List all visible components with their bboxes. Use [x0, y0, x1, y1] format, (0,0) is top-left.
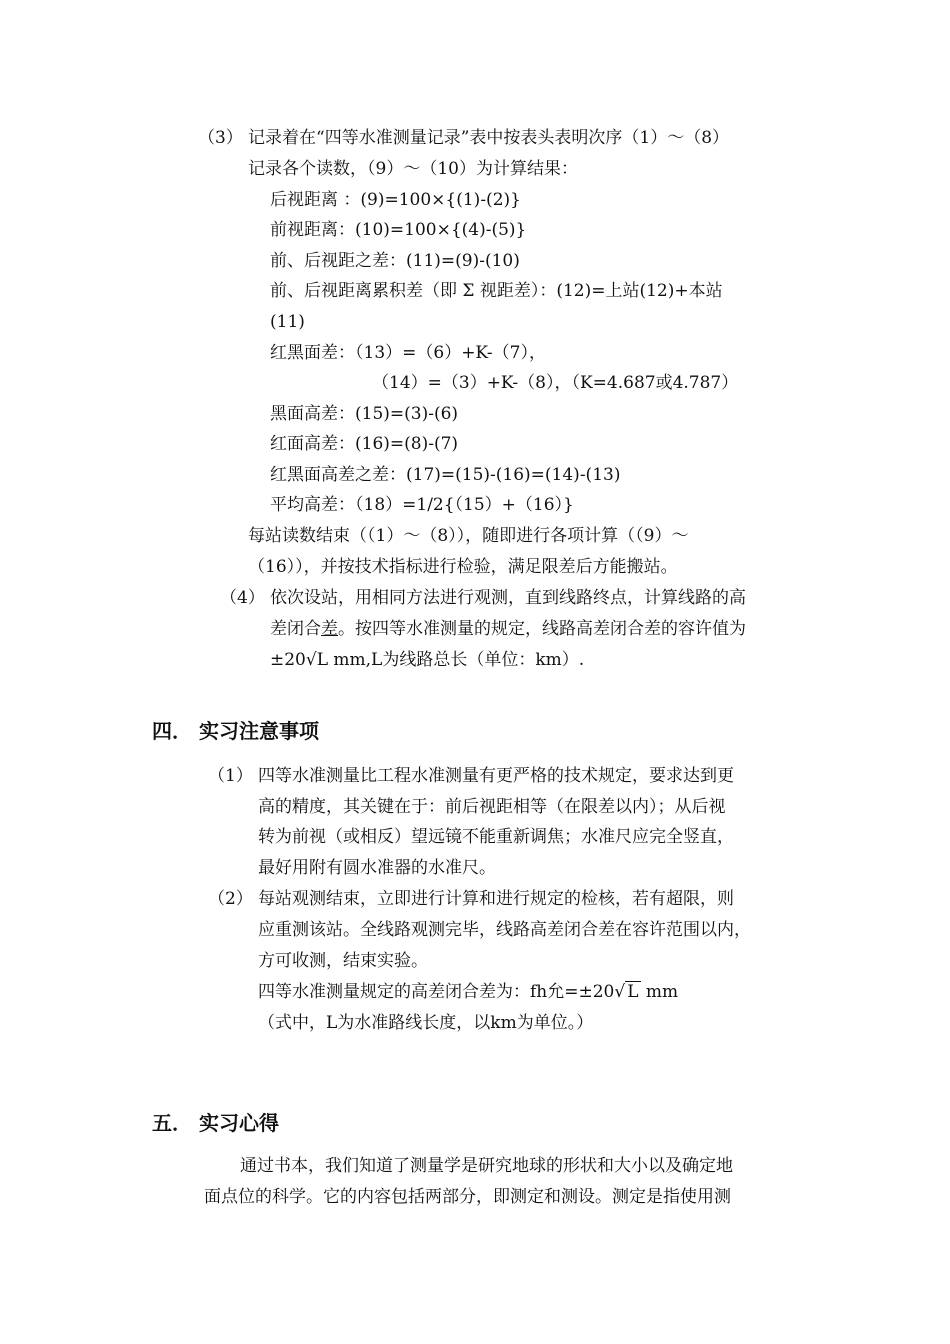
item-4-number: （4） — [220, 588, 265, 608]
precaution-2-line-4 — [258, 981, 678, 1003]
item-3-conclusion-line-1: 每站读数结束（（1）～（8）），随即进行各项计算（（9）～ — [248, 526, 689, 546]
precaution-1-line-4: 最好用附有圆水准器的水准尺。 — [258, 858, 496, 878]
closure-formula-unit: mm — [640, 982, 679, 1002]
square-root-symbol — [614, 981, 640, 1003]
item-4-line-2-end: 。按四等水准测量的规定，线路高差闭合差的容许值为 — [338, 619, 746, 639]
precaution-2-line-5: （式中，L为水准路线长度，以km为单位。） — [258, 1013, 594, 1033]
section-heading-precautions: 四． 实习注意事项 — [152, 719, 319, 743]
radical-sign: √ — [614, 982, 626, 1002]
underlined-word: 差 — [321, 619, 338, 639]
precaution-2-line-3: 方可收测，结束实验。 — [258, 951, 428, 971]
formula-cumulative-difference: 前、后视距离累积差（即 Σ 视距差）：(12)=上站(12)+本站 — [270, 281, 723, 301]
item-4-line-2-start: 差闭合 — [270, 619, 321, 639]
precaution-2-line-2: 应重测该站。全线路观测完毕，线路高差闭合差在容许范围以内， — [258, 920, 751, 940]
formula-cumulative-difference-cont: (11) — [270, 312, 305, 332]
section-heading-reflections: 五． 实习心得 — [152, 1111, 279, 1135]
item-4-line-3: ±20√L mm,L为线路总长（单位：km）. — [270, 650, 585, 670]
reflection-line-2: 面点位的科学。它的内容包括两部分，即测定和测设。测定是指使用测 — [204, 1187, 731, 1207]
item-3-number: （3） — [198, 128, 243, 148]
precaution-2-number: （2） — [208, 889, 253, 909]
precaution-1-line-3: 转为前视（或相反）望远镜不能重新调焦；水准尺应完全竖直， — [258, 827, 734, 847]
formula-red-height-difference: 红面高差：(16)=(8)-(7) — [270, 434, 459, 454]
formula-foresight-distance: 前视距离：(10)=100×{(4)-(5)} — [270, 220, 527, 240]
precaution-1-line-1: 四等水准测量比工程水准测量有更严格的技术规定，要求达到更 — [258, 766, 734, 786]
precaution-1-number: （1） — [208, 766, 253, 786]
closure-formula-text: 四等水准测量规定的高差闭合差为：fh允=±20 — [258, 982, 615, 1002]
formula-red-black-difference-13: 红黑面差：（13）=（6）+K-（7）， — [270, 343, 546, 363]
item-4-line-2 — [270, 618, 746, 640]
radicand: L — [627, 982, 639, 1002]
precaution-1-line-2: 高的精度，其关键在于：前后视距相等（在限差以内）；从后视 — [258, 797, 726, 817]
item-4-line-1: 依次设站，用相同方法进行观测，直到线路终点，计算线路的高 — [270, 588, 746, 608]
precaution-2-line-1: 每站观测结束，立即进行计算和进行规定的检核，若有超限，则 — [258, 889, 734, 909]
reflection-line-1: 通过书本，我们知道了测量学是研究地球的形状和大小以及确定地 — [240, 1156, 733, 1176]
formula-red-black-height-diff: 红黑面高差之差：(17)=(15)-(16)=(14)-(13) — [270, 465, 621, 485]
formula-red-black-difference-14: （14）=（3）+K-（8），（K=4.687或4.787） — [372, 373, 739, 393]
formula-black-height-difference: 黑面高差：(15)=(3)-(6) — [270, 404, 459, 424]
formula-average-height-difference: 平均高差：（18）=1/2{（15）+（16）} — [270, 495, 574, 515]
item-3-intro-line-2: 记录各个读数，（9）～（10）为计算结果： — [248, 159, 578, 179]
item-3-conclusion-line-2: （16）），并按技术指标进行检验，满足限差后方能搬站。 — [248, 557, 678, 577]
item-3-intro-line-1: 记录着在“四等水准测量记录”表中按表头表明次序（1）～（8） — [248, 128, 730, 148]
formula-sight-distance-difference: 前、后视距之差：(11)=(9)-(10) — [270, 251, 520, 271]
formula-backsight-distance: 后视距离 ：(9)=100×{(1)-(2)} — [270, 190, 521, 210]
